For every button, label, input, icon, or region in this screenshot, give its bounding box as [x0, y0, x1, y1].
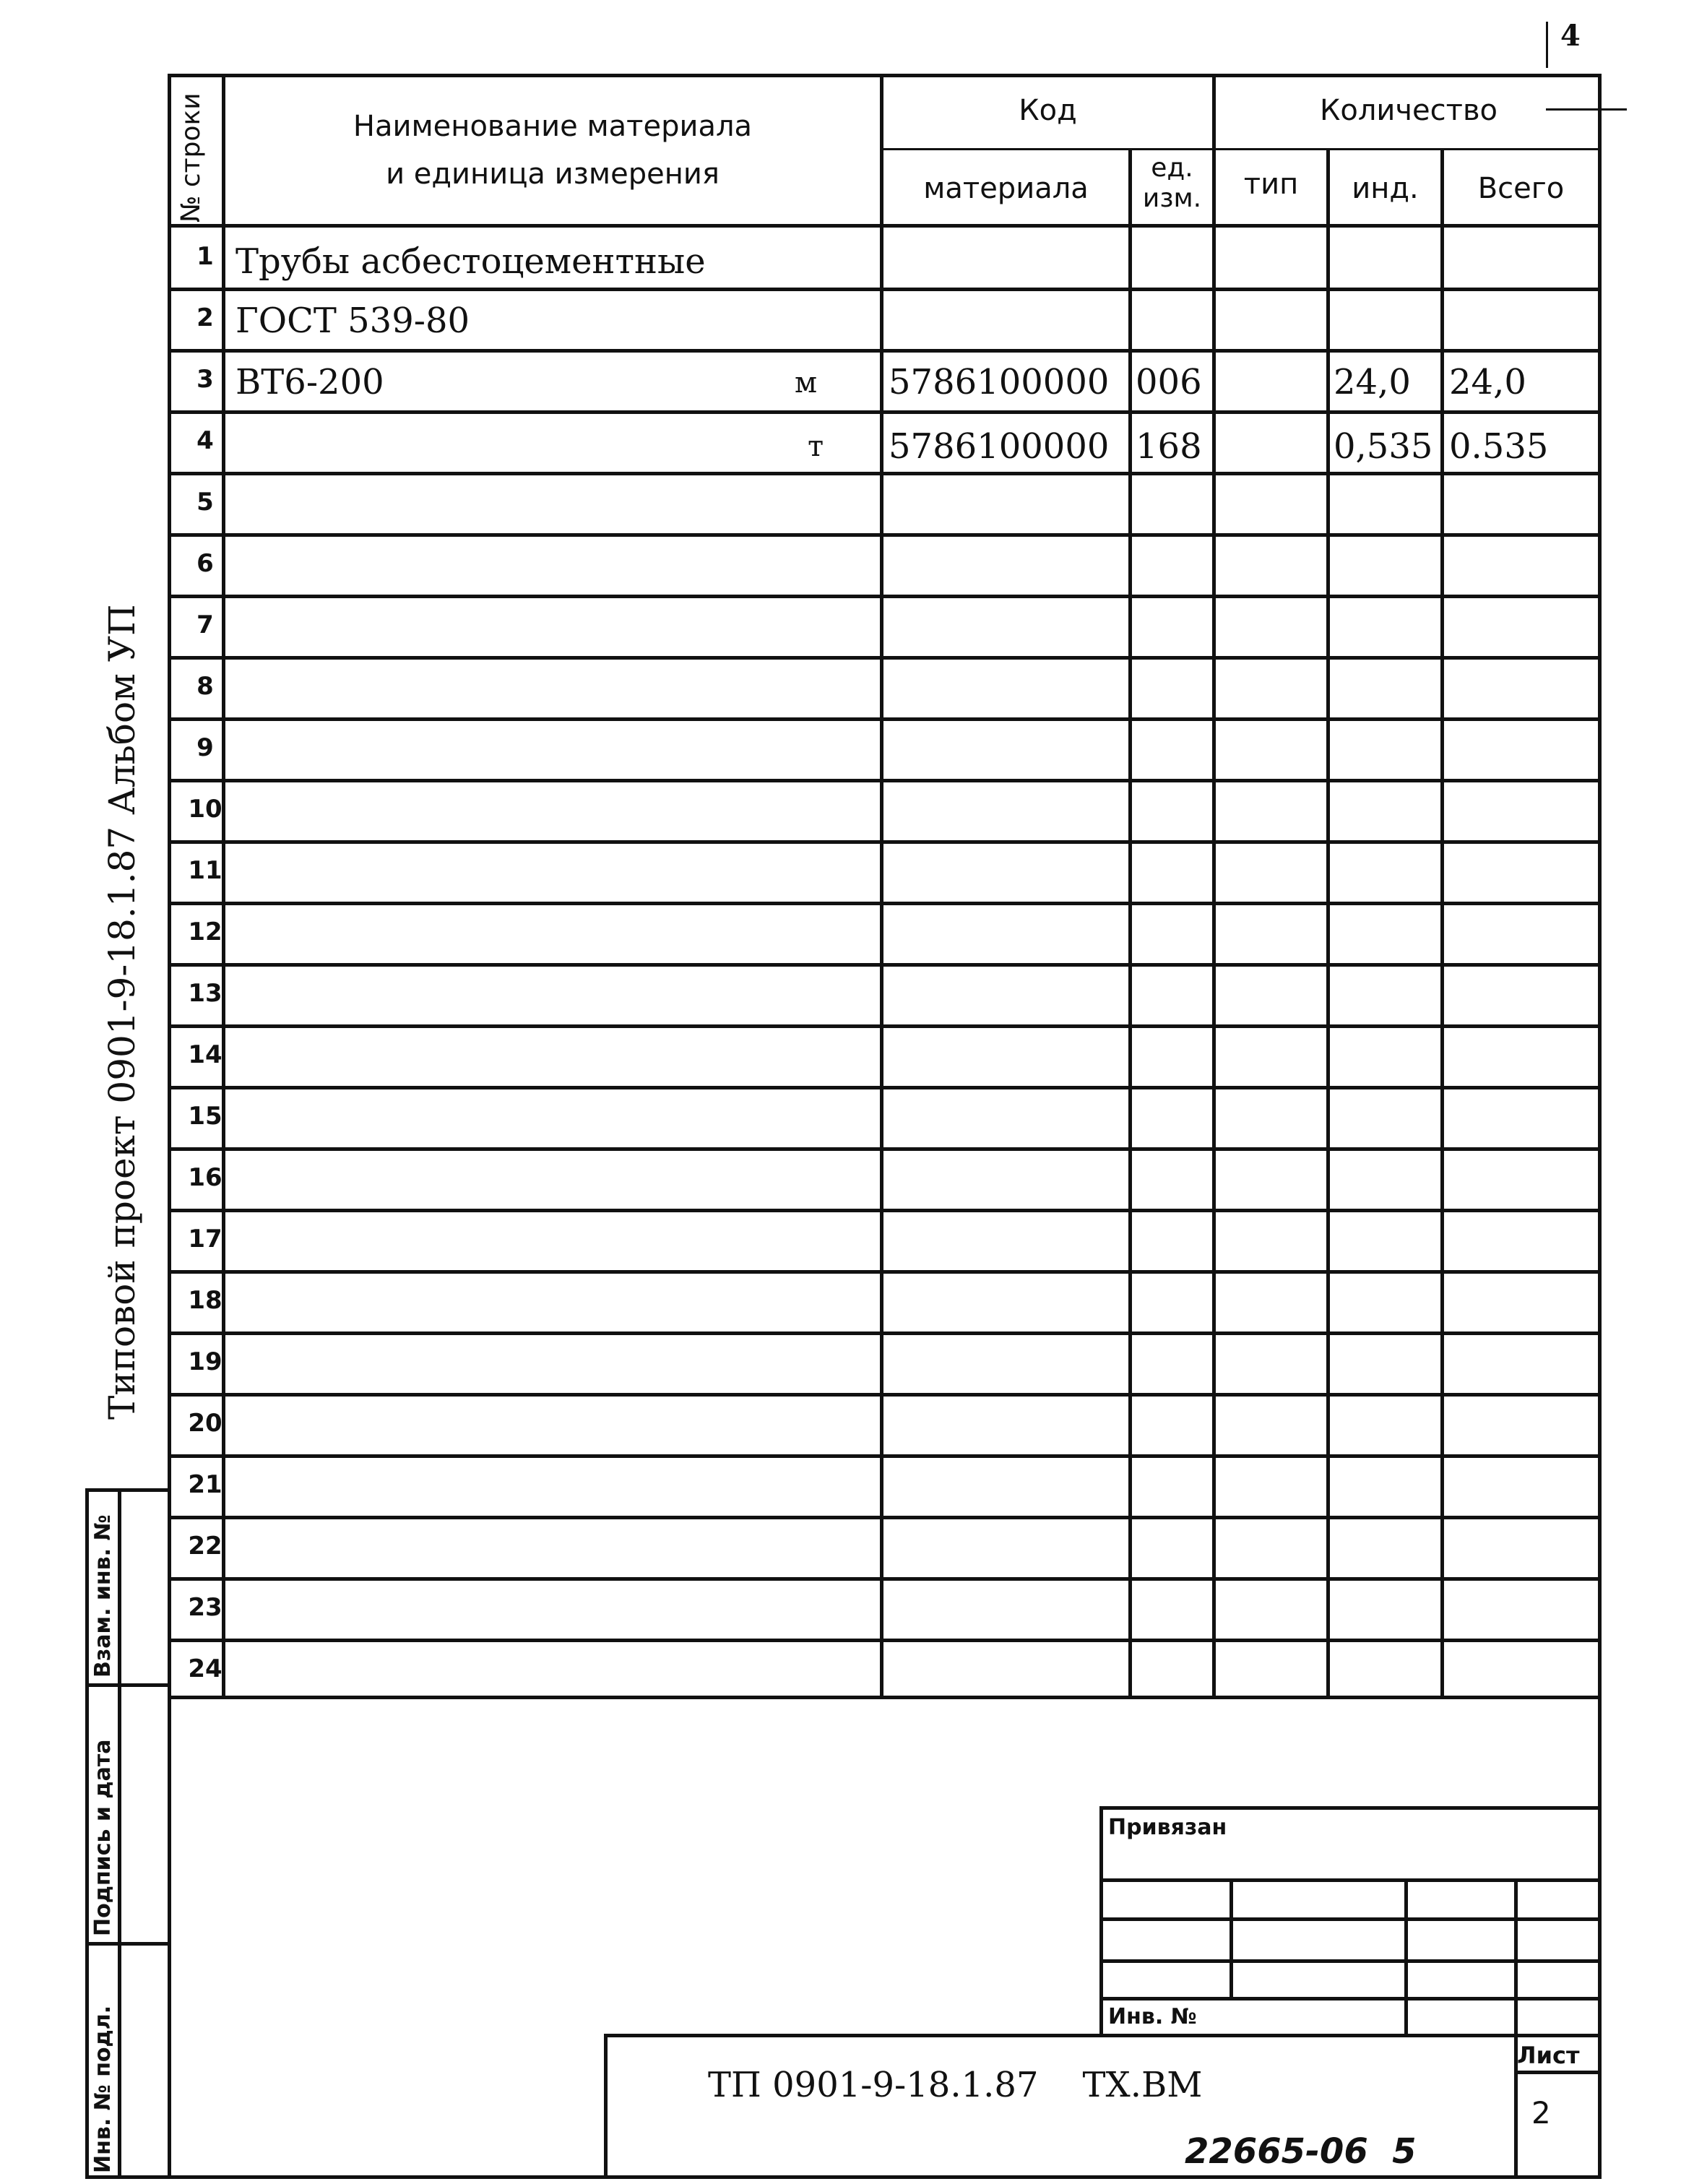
row-number: 13 — [188, 979, 222, 1008]
header-total: Всего — [1477, 172, 1565, 205]
row-number: 17 — [188, 1225, 222, 1253]
row-number: 20 — [188, 1409, 222, 1438]
header-name-line1: Наименование материала — [353, 110, 753, 143]
header-name-line2: и единица измерения — [386, 157, 719, 191]
inv-podl-label: Инв. № подл. — [90, 2005, 116, 2173]
row-number: 21 — [188, 1470, 222, 1499]
col-ind-divider — [1440, 148, 1444, 1699]
row-name: ГОСТ 539-80 — [235, 301, 470, 341]
row-number: 23 — [188, 1593, 222, 1622]
privyazan-label: Привязан — [1108, 1815, 1227, 1840]
row-number: 10 — [188, 795, 222, 824]
stamp-left-border — [85, 1488, 89, 2179]
row-number: 2 — [196, 303, 214, 332]
row-number: 7 — [196, 610, 214, 639]
header-quantity: Количество — [1319, 94, 1498, 127]
row-number: 9 — [196, 733, 214, 762]
vzam-inv-label: Взам. инв. № — [90, 1514, 116, 1678]
row-qty-total: 24,0 — [1449, 362, 1526, 402]
row-number: 4 — [196, 426, 214, 455]
row-number: 14 — [188, 1040, 222, 1069]
page-number-divider — [1546, 22, 1548, 68]
row-qty-ind: 0,535 — [1334, 426, 1433, 467]
sheet-label: Лист — [1517, 2042, 1580, 2069]
row-unit: м — [795, 366, 818, 400]
row-unit-code: 168 — [1136, 426, 1202, 467]
header-row-number: № строки — [176, 92, 206, 223]
frame-left-lower — [168, 1696, 171, 2179]
row-number: 8 — [196, 672, 214, 701]
document-code: ТП 0901-9-18.1.87 ТХ.ВМ — [708, 2065, 1203, 2105]
row-name: Трубы асбестоцементные — [235, 241, 706, 282]
row-number: 1 — [196, 242, 214, 271]
header-sub-line — [880, 148, 1602, 150]
header-bottom-line — [168, 224, 1602, 228]
row-number: 3 — [196, 365, 214, 394]
row-qty-total: 0.535 — [1449, 426, 1549, 467]
table-top-border — [168, 74, 1602, 77]
footer-number: 22665-06 5 — [1185, 2131, 1417, 2172]
col-type-divider — [1326, 148, 1330, 1699]
row-qty-ind: 24,0 — [1334, 362, 1411, 402]
inv-no-label: Инв. № — [1108, 2004, 1197, 2029]
header-type: тип — [1243, 168, 1299, 201]
row-unit-code: 006 — [1136, 362, 1202, 402]
table-right-border — [1598, 74, 1602, 2179]
row-number: 18 — [188, 1286, 222, 1315]
project-title-vertical: Типовой проект 0901-9-18.1.87 Альбом УП — [101, 604, 143, 1420]
row-name: ВТ6-200 — [235, 362, 384, 402]
col-material-divider — [1128, 148, 1132, 1699]
row-material-code: 5786100000 — [889, 362, 1110, 402]
row-number: 12 — [188, 918, 222, 946]
header-ind: инд. — [1352, 172, 1419, 205]
row-number: 24 — [188, 1654, 222, 1683]
table-bottom-border — [168, 1696, 1602, 1699]
row-material-code: 5786100000 — [889, 426, 1110, 467]
row-number: 6 — [196, 549, 214, 578]
row-number: 15 — [188, 1102, 222, 1131]
header-material: материала — [923, 172, 1089, 205]
sheet-number: 2 — [1531, 2095, 1551, 2131]
podpis-data-label: Подпись и дата — [90, 1739, 116, 1936]
header-unit-line2: изм. — [1142, 184, 1202, 213]
header-code: Код — [1019, 94, 1077, 127]
row-number: 16 — [188, 1163, 222, 1192]
header-unit-line1: ед. — [1151, 153, 1193, 183]
row-number: 22 — [188, 1532, 222, 1561]
row-number: 11 — [188, 856, 222, 885]
frame-bottom — [85, 2175, 1602, 2179]
row-unit: т — [808, 430, 824, 463]
row-number: 19 — [188, 1347, 222, 1376]
row-number: 5 — [196, 488, 214, 517]
page-number: 4 — [1560, 19, 1581, 53]
